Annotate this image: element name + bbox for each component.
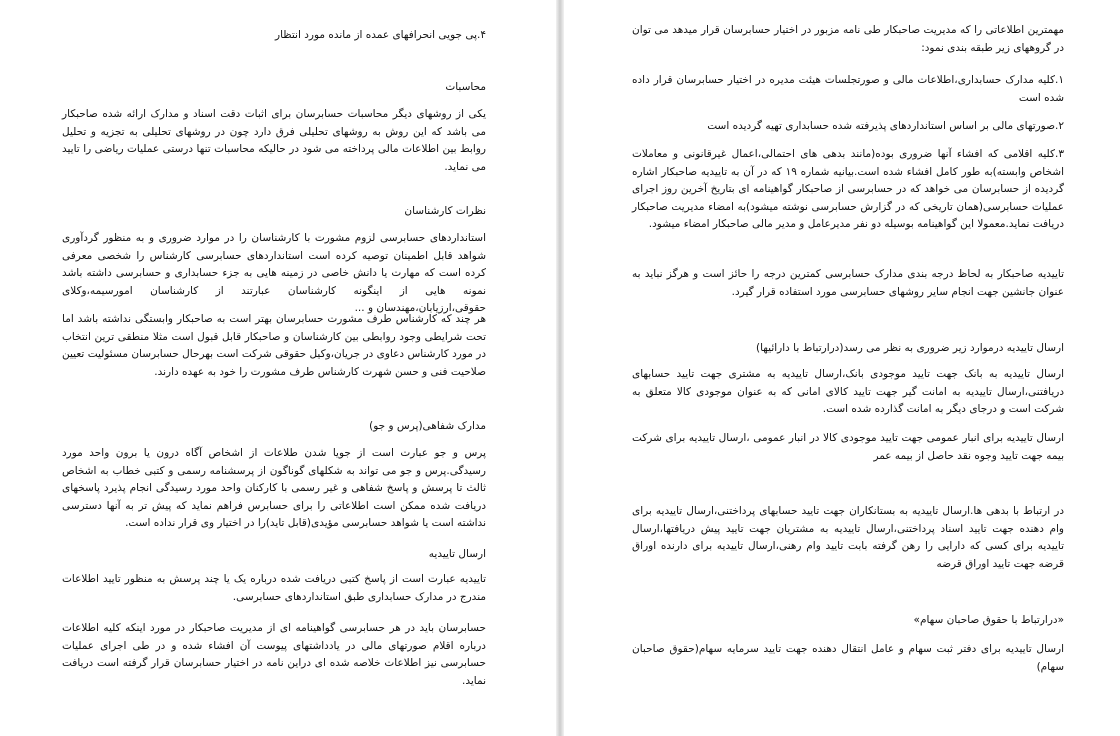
paragraph-assets-2: ارسال تاییدیه برای انبار عمومی جهت تایید موجودی کالا در انبار عمومی ،ارسال تاییدیه برای شرکت بیمه جهت تایید وجوه نقد حاصل از بیمه عمر	[632, 432, 1064, 462]
paragraph-liabilities: در ارتباط با بدهی ها.ارسال تاییدیه به بستانکاران جهت تایید حسابهای پرداختنی،ارسال تاییدیه برای وام دهنده جهت تایید اسناد پرداختنی،ارسال تاییدیه به مشتریان جهت تایید پیش دریافتها،ارسال تاییدیه برای کسی که دارایی را رهن گرفته بابت تایید وام رهنی،ارسال تاییدیه برای دارنده اوراق قرضه جهت تایید اوراق قرضه	[632, 505, 1064, 570]
subheading-equity: «درارتباط با حقوق صاحبان سهام»	[913, 614, 1064, 626]
right-page	[564, 0, 1120, 736]
paragraph-equity: ارسال تاییدیه برای دفتر ثبت سهام و عامل انتقال دهنده جهت تایید سرمایه سهام(حقوق صاحبان سهام)	[632, 643, 1064, 673]
paragraph-intro: مهمترین اطلاعاتی را که مدیریت صاحبکار طی نامه مزبور در اختیار حسابرسان قرار میدهد می توان در گروههای زیر طبقه بندی نمود:	[632, 24, 1064, 54]
left-page	[0, 0, 556, 736]
paragraph-assets-1: ارسال تاییدیه به بانک جهت تایید موجودی بانک،ارسال تاییدیه به مشتری جهت تایید حسابهای دریافتنی،ارسال تاییدیه به امانت گیر جهت تایید کالای امانی که به عنوان موجودی کالا متعلق به شرکت است و درجای دیگر به امانت گذارده شده است.	[632, 368, 1064, 415]
list-item-2: ۲.صورتهای مالی بر اساس استانداردهای پذیرفته شده حسابداری تهیه گردیده است	[707, 120, 1064, 132]
paragraph-experts-2: هر چند که کارشناس طرف مشورت حسابرسان بهتر است به صاحبکار وابستگی نداشته باشد اما تحت شرایطی وجود روابطی بین کارشناسان و صاحبکار قابل قبول است مثلا منطقی ترین انتخاب در مورد کارشناس دعاوی در جریان،وکیل حقوقی شرکت است بهرحال حسابرسان مسئولیت تعیین صلاحیت فنی و حسن شهرت کارشناس طرف مشورت را خود به عهده دارند.	[62, 313, 486, 378]
paragraph-oral-evidence: پرس و جو عبارت است از جویا شدن طلاعات از اشخاص آگاه درون یا برون واحد مورد رسیدگی.پرس و جو می تواند به شکلهای گوناگون از پرسشنامه رسمی و کتبی خطاب به اشخاص ثالث تا پرسش و پاسخ شفاهی و غیر رسمی با کارکنان واحد مورد رسیدگی انجام پذیرد پاسخهای دریافت شده ممکن است اطلاعاتی را برای حسابرس فراهم نماید که پیش تر به آنها دسترسی نداشته است یا شواهد حسابرسی مؤیدی(قابل تاید)را در اختیار وی قرار نداده است.	[62, 447, 486, 529]
paragraph-confirmations-2: حسابرسان باید در هر حسابرسی گواهینامه ای از مدیریت صاحبکار در مورد اینکه کلیه اطلاعات درباره اقلام صورتهای مالی در یادداشتهای پیوست آن افشاء شده و در طی اجرای عملیات حسابرسی نیز اطلاعات خلاصه شده ای دراین نامه در اختیار حسابرسان قرار گرفته است دریافت نماید.	[62, 622, 486, 687]
page-gutter	[556, 0, 564, 736]
section-heading-calculations: محاسبات	[445, 81, 486, 93]
paragraph-experts-1: استانداردهای حسابرسی لزوم مشورت با کارشناسان را در موارد ضروری و به منظور گردآوری شواهد قابل اطمینان توصیه کرده است استانداردهای حسابرسی کارشناس را شخصی معرفی کرده است که مهارت یا دانش خاصی در زمینه هایی به جزء حسابداری و حسابرسی داشته باشد نمونه هایی از اینگونه کارشناسان عبارتند از کارشناسان امورسیمه،وکلای حقوقی،ارزیابان،مهندسان و ...	[62, 232, 486, 314]
left-page-title: ۴.پی جویی انحرافهای عمده از مانده مورد انتظار	[275, 29, 486, 41]
list-item-1: ۱.کلیه مدارک حسابداری،اطلاعات مالی و صورتجلسات هیئت مدیره در اختیار حسابرسان قرار داده شده است	[632, 74, 1064, 104]
section-heading-confirmations: ارسال تاییدیه	[428, 548, 486, 560]
paragraph-confirmations-1: تاییدیه عبارت است از پاسخ کتبی دریافت شده درباره یک یا چند پرسش به منظور تایید اطلاعات مندرج در مدارک حسابداری طبق استانداردهای حسابرسی.	[62, 573, 486, 603]
paragraph-calculations: یکی از روشهای دیگر محاسبات حسابرسان برای اثبات دقت اسناد و مدارک ارائه شده صاحبکار می باشد که این روش به روشهای تحلیلی فرق دارد چون در روشهای تحلیلی به تجزیه و تحلیل روابط بین اطلاعات مالی پرداخته می شود در حالیکه محاسبات تنها درستی عملیات ریاضی را تایید می نماید.	[62, 108, 486, 173]
paragraph-client-confirmation: تاییدیه صاحبکار به لحاظ درجه بندی مدارک حسابرسی کمترین درجه را حائز است و هرگز نباید به عنوان جانشین جهت انجام سایر روشهای حسابرسی مورد استفاده قرار گیرد.	[632, 268, 1064, 298]
subheading-assets: ارسال تاییدیه درموارد زیر ضروری به نظر می رسد(درارتباط با دارائیها)	[756, 342, 1064, 354]
list-item-3: ۳.کلیه اقلامی که افشاء آنها ضروری بوده(مانند بدهی های احتمالی،اعمال غیرقانونی و معاملات اشخاص وابسته)به طور کامل افشاء شده است.بیانیه شماره ۱۹ که در آن به تاییدیه صاحبکار اشاره گردیده از حسابرسان می خواهد که در حسابرسی از صاحبکار گواهینامه ای بتاریخ آخرین روز اجرای عملیات حسابرسی(همان تاریخی که در گزارش حسابرسی نوشته میشود)به امضاء مدیریت صاحبکار دریافت نماید.معمولا این گواهینامه بوسیله دو نفر مدیرعامل و مدیر مالی صاحبکار امضاء میشود.	[632, 148, 1065, 230]
section-heading-oral-evidence: مدارک شفاهی(پرس و جو)	[369, 420, 486, 432]
section-heading-experts: نظرات کارشناسان	[404, 205, 486, 217]
